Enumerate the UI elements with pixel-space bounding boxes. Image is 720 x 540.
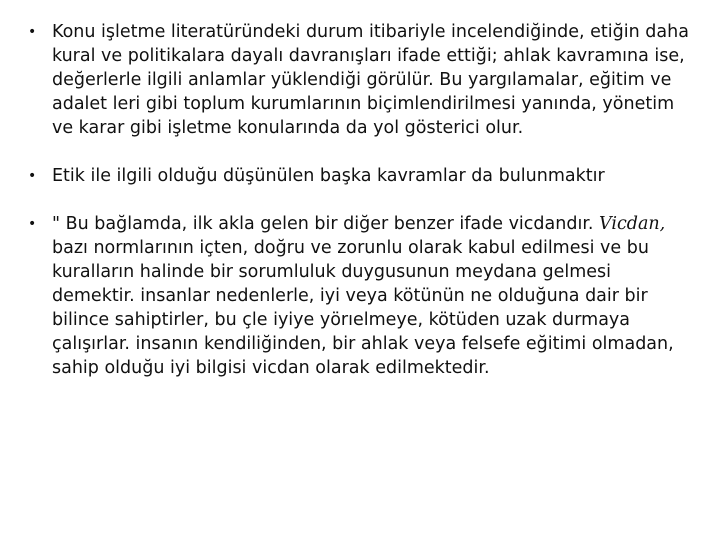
bullet-icon: • xyxy=(28,168,37,184)
bullet-list xyxy=(24,20,692,404)
bullet-text-end: bazı normlarının içten, doğru ve zorunlu olarak kabul edilmesi ve bu kuralların halinde bir sorumluluk duygusunun meydana gelmesi demektir. insanlar nedenlerle, iyi veya kötünün ne olduğuna dair bir bilince sahiptirler, bu çle iyiye yörıelmeye, kötüden uzak durmaya çalışırlar. insanın kendiliğinden, bir ahlak veya felsefe eğitimi olmadan, sahip olduğu iyi bilgisi vicdan olarak edilmektedir. xyxy=(52,238,674,378)
bullet-text-start: " Bu bağlamda, ilk akla gelen bir diğer benzer ifade vicdandır. xyxy=(52,214,600,234)
bullet-text: Konu işletme literatüründeki durum itibariyle incelendiğinde, etiğin daha kural ve politikalara dayalı davranışları ifade ettiği; ahlak kavramına ise, değerlerle ilgili anlamlar yüklendiği görülür. Bu yargılamalar, eğitim ve adalet leri gibi toplum kurumlarının biçimlendirilmesi yanında, yönetim ve karar gibi işletme konularında da yol gösterici olur. xyxy=(52,22,689,138)
bullet-item xyxy=(24,164,692,188)
bullet-text: Etik ile ilgili olduğu düşünülen başka kavramlar da bulunmaktır xyxy=(52,166,605,186)
bullet-text-italic: Vicdan, xyxy=(599,214,666,234)
bullet-icon: • xyxy=(28,216,37,232)
bullet-icon: • xyxy=(28,24,37,40)
bullet-item xyxy=(24,20,692,140)
bullet-item xyxy=(24,212,692,380)
